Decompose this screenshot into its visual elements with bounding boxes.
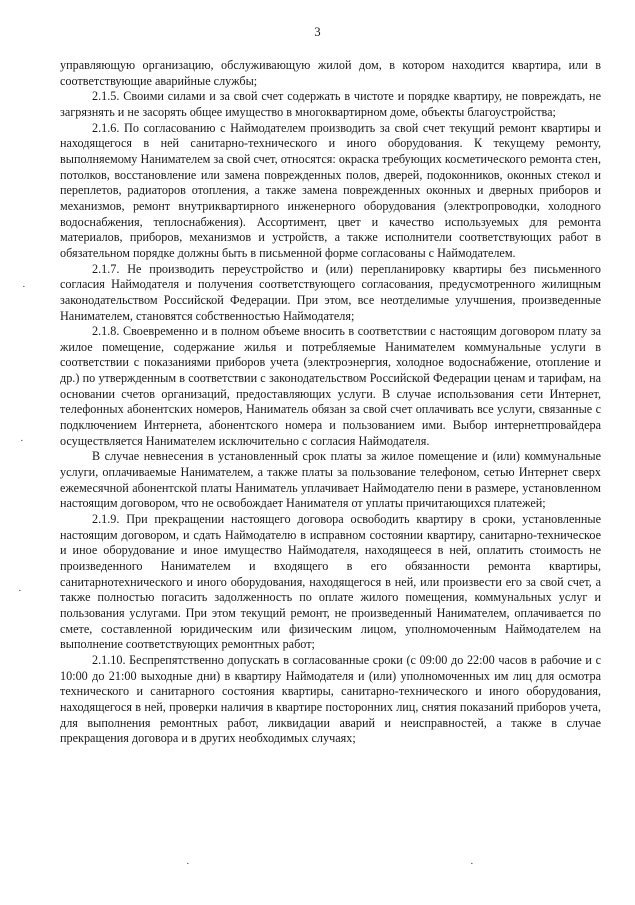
page-number: 3 bbox=[314, 25, 321, 39]
scan-mark: · bbox=[18, 585, 22, 597]
scan-mark: · bbox=[22, 281, 26, 293]
paragraph-2-1-7: 2.1.7. Не производить переустройство и (или) перепланировку квартиры без письменного согласия Наймодателя и получения соответствующего согласования, предусмотренного жилищным законодательством Российской Федерации. При этом, все неотделимые улучшения, произведенные Нанимателем, становятся собственностью Наймодателя; bbox=[60, 261, 601, 323]
scan-mark: · bbox=[186, 858, 190, 870]
paragraph-continuation: управляющую организацию, обслуживающую жилой дом, в котором находится квартира, или в соответствующие аварийные службы; bbox=[60, 58, 601, 88]
paragraph-2-1-6: 2.1.6. По согласованию с Наймодателем производить за свой счет текущий ремонт квартиры и находящегося в ней санитарно-технического и иного оборудования. К текущему ремонту, выполняемому Нанимателем за свой счет, относятся: окраска требующих косметического ремонта стен, потолков, восстановление или замена поврежденных полов, дверей, подоконников, оконных стекол и переплетов, радиаторов отопления, а также замена поврежденных оконных и дверных приборов и механизмов, ремонт внутриквартирного инженерного оборудования (электропроводки, холодного водоснабжения, теплоснабжения). Ассортимент, цвет и качество используемых для ремонта материалов, приборов, механизмов и устройств, а также исполнители соответствующих работ в обязательном порядке должны быть в письменной форме согласованы с Наймодателем. bbox=[60, 120, 601, 260]
paragraph-2-1-10: 2.1.10. Беспрепятственно допускать в согласованные сроки (с 09:00 до 22:00 часов в рабочие и с 10:00 до 21:00 выходные дни) в квартиру Наймодателя и (или) уполномоченных им лиц для осмотра технического и санитарного состояния квартиры, санитарно-технического и иного оборудования, находящегося в ней, проверки наличия в квартире посторонних лиц, снятия показаний приборов учета, для выполнения ремонтных работ, ликвидации аварий и неисправностей, а также в случае прекращения договора и в других необходимых случаях; bbox=[60, 652, 601, 746]
paragraph-2-1-8: 2.1.8. Своевременно и в полном объеме вносить в соответствии с настоящим договором плату за жилое помещение, содержание жилья и потребляемые Нанимателем коммунальные услуги в соответствии с показаниями приборов учета (электроэнергия, холодное водоснабжение, отопление и др.) по утвержденным в соответствии с законодательством Российской Федерации ценам и тарифам, на основании счетов организаций, предоставляющих услуги. В случае использования сети Интернет, телефонных абонентских номеров, Наниматель обязан за свой счет оплачивать все услуги, связанные с подключением Интернета, абонентского номера и пользованием ими. Выбор интернетпровайдера осуществляется Нанимателем исключительно с согласия Наймодателя. bbox=[60, 324, 601, 448]
paragraph-2-1-5: 2.1.5. Своими силами и за свой счет содержать в чистоте и порядке квартиру, не повреждать, не загрязнять и не засорять общее имущество в многоквартирном доме, объекты благоустройства; bbox=[60, 89, 601, 119]
scan-mark: · bbox=[20, 435, 24, 447]
scan-mark: · bbox=[470, 858, 474, 870]
document-body bbox=[60, 58, 601, 747]
paragraph-late-payment: В случае невнесения в установленный срок платы за жилое помещение и (или) коммунальные услуги, оплачиваемые Нанимателем, а также платы за пользование телефоном, сетью Интернет сверх ежемесячной абонентской платы Наниматель уплачивает Наймодателю пени в размере, установленном настоящим договором, что не освобождает Нанимателя от уплаты причитающихся платежей; bbox=[60, 449, 601, 511]
paragraph-2-1-9: 2.1.9. При прекращении настоящего договора освободить квартиру в сроки, установленные настоящим договором, и сдать Наймодателю в исправном состоянии квартиру, санитарно-техническое и иное оборудование и иное имущество Наймодателя, находящееся в ней, оплатить стоимость не произведенного Нанимателем и входящего в его обязанности ремонта квартиры, санитарнотехнического и иного оборудования, находящегося в ней, или произвести его за свой счет, а также полностью погасить задолженность по оплате жилого помещения, коммунальных услуг и пользования услугами. При этом текущий ремонт, не произведенный Нанимателем, оплачивается по смете, составленной юридическим или физическим лицом, уполномоченным Наймодателем на выполнение соответствующих ремонтных работ; bbox=[60, 512, 601, 652]
